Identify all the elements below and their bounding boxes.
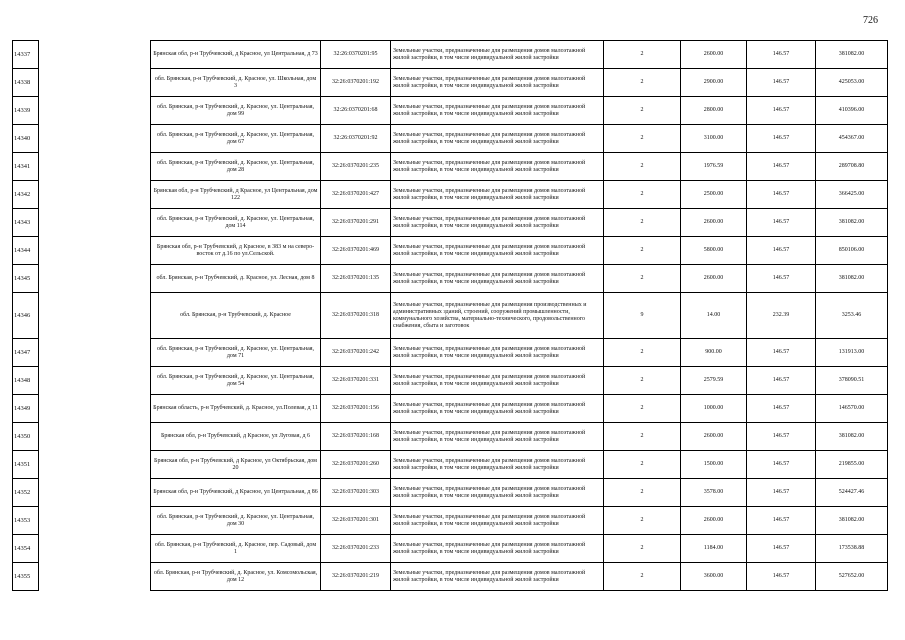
address-cell: обл. Брянская, р-н Трубчевский, д. Красное, ул. Школьная, дом 3 — [151, 69, 321, 97]
group-cell: 2 — [604, 153, 681, 181]
cadastral-value-cell: 850106.00 — [816, 237, 888, 265]
table-row — [151, 451, 888, 479]
cadastral-number-cell: 32:26:0370201:331 — [321, 367, 391, 395]
address-cell: обл. Брянская, р-н Трубчевский, д. Красное, ул. Центральная, дом 99 — [151, 97, 321, 125]
area-cell: 1000.00 — [681, 395, 747, 423]
row-number-row — [13, 293, 39, 339]
address-cell: Брянская область, р-н Трубчевский, д. Красное, ул.Полевая, д 11 — [151, 395, 321, 423]
group-cell: 2 — [604, 367, 681, 395]
address-cell: обл. Брянская, р-н Трубчевский, д. Красное, ул. Центральная, дом 114 — [151, 209, 321, 237]
cadastral-value-cell: 219855.00 — [816, 451, 888, 479]
cadastral-number-cell: 32:26:0370201:68 — [321, 97, 391, 125]
rate-cell: 146.57 — [747, 153, 816, 181]
area-cell: 1500.00 — [681, 451, 747, 479]
address-cell: Брянская обл, р-н Трубчевский, д Красное, ул Центральная, д 73 — [151, 41, 321, 69]
row-number: 14355 — [13, 563, 39, 591]
land-purpose-cell: Земельные участки, предназначенные для размещения домов малоэтажной жилой застройки, в том числе индивидуальной жилой застройки — [391, 535, 604, 563]
cadastral-number-cell: 32:26:0370201:233 — [321, 535, 391, 563]
cadastral-value-cell: 378090.51 — [816, 367, 888, 395]
land-purpose-cell: Земельные участки, предназначенные для размещения домов малоэтажной жилой застройки, в том числе индивидуальной жилой застройки — [391, 41, 604, 69]
row-number-row — [13, 125, 39, 153]
cadastral-value-cell: 381082.00 — [816, 209, 888, 237]
cadastral-number-cell: 32:26:0370201:135 — [321, 265, 391, 293]
cadastral-value-cell: 131913.00 — [816, 339, 888, 367]
cadastral-value-cell: 527652.00 — [816, 563, 888, 591]
group-cell: 2 — [604, 479, 681, 507]
cadastral-value-cell: 454367.00 — [816, 125, 888, 153]
table-row — [151, 507, 888, 535]
row-number: 14337 — [13, 41, 39, 69]
table-row — [151, 339, 888, 367]
area-cell: 3100.00 — [681, 125, 747, 153]
address-cell: обл. Брянская, р-н Трубчевский, д. Красное — [151, 293, 321, 339]
cadastral-number-cell: 32:26:0370201:192 — [321, 69, 391, 97]
row-number: 14345 — [13, 265, 39, 293]
area-cell: 1184.00 — [681, 535, 747, 563]
rate-cell: 146.57 — [747, 265, 816, 293]
table-row — [151, 293, 888, 339]
address-cell: Брянская обл, р-н Трубчевский, д Красное, ул Центральная, д 86 — [151, 479, 321, 507]
area-cell: 2600.00 — [681, 507, 747, 535]
row-number-row — [13, 181, 39, 209]
address-cell: обл. Брянская, р-н Трубчевский, д. Красное, пер. Садовый, дом 1 — [151, 535, 321, 563]
group-cell: 2 — [604, 563, 681, 591]
cadastral-number-cell: 32:26:0370201:92 — [321, 125, 391, 153]
row-number: 14350 — [13, 423, 39, 451]
cadastral-value-cell: 381082.00 — [816, 423, 888, 451]
area-cell: 2600.00 — [681, 209, 747, 237]
row-number-row — [13, 41, 39, 69]
table-row — [151, 395, 888, 423]
group-cell: 2 — [604, 395, 681, 423]
row-number: 14340 — [13, 125, 39, 153]
group-cell: 2 — [604, 237, 681, 265]
address-cell: обл. Брянская, р-н Трубчевский, д. Красное, ул. Центральная, дом 67 — [151, 125, 321, 153]
land-purpose-cell: Земельные участки, предназначенные для размещения домов малоэтажной жилой застройки, в том числе индивидуальной жилой застройки — [391, 69, 604, 97]
address-cell: обл. Брянская, р-н Трубчевский, д. Красное, ул. Лесная, дом 8 — [151, 265, 321, 293]
rate-cell: 146.57 — [747, 479, 816, 507]
row-number-row — [13, 535, 39, 563]
area-cell: 900.00 — [681, 339, 747, 367]
land-purpose-cell: Земельные участки, предназначенные для размещения домов малоэтажной жилой застройки, в том числе индивидуальной жилой застройки — [391, 507, 604, 535]
row-number: 14353 — [13, 507, 39, 535]
page-number: 726 — [863, 15, 878, 26]
address-cell: Брянская обл, р-н Трубчевский, д Красное, в 383 м на северо-восток от д.16 по ул.Сельской. — [151, 237, 321, 265]
cadastral-number-cell: 32:26:0370201:235 — [321, 153, 391, 181]
rate-cell: 146.57 — [747, 97, 816, 125]
area-cell: 3600.00 — [681, 563, 747, 591]
row-number-row — [13, 563, 39, 591]
area-cell: 2579.59 — [681, 367, 747, 395]
cadastral-number-cell: 32:26:0370201:95 — [321, 41, 391, 69]
address-cell: обл. Брянская, р-н Трубчевский, д. Красное, ул. Центральная, дом 30 — [151, 507, 321, 535]
row-number: 14354 — [13, 535, 39, 563]
cadastral-number-cell: 32:26:0370201:260 — [321, 451, 391, 479]
land-purpose-cell: Земельные участки, предназначенные для размещения домов малоэтажной жилой застройки, в том числе индивидуальной жилой застройки — [391, 265, 604, 293]
land-plots-table — [150, 40, 888, 591]
address-cell: Брянская обл, р-н Трубчевский, д Красное, ул Центральная, дом 122 — [151, 181, 321, 209]
rate-cell: 146.57 — [747, 69, 816, 97]
row-number: 14339 — [13, 97, 39, 125]
group-cell: 9 — [604, 293, 681, 339]
cadastral-value-cell: 289708.80 — [816, 153, 888, 181]
area-cell: 2900.00 — [681, 69, 747, 97]
rate-cell: 146.57 — [747, 367, 816, 395]
cadastral-number-cell: 32:26:0370201:427 — [321, 181, 391, 209]
cadastral-number-cell: 32:26:0370201:291 — [321, 209, 391, 237]
row-number: 14351 — [13, 451, 39, 479]
group-cell: 2 — [604, 339, 681, 367]
group-cell: 2 — [604, 69, 681, 97]
group-cell: 2 — [604, 265, 681, 293]
rate-cell: 146.57 — [747, 339, 816, 367]
area-cell: 5800.00 — [681, 237, 747, 265]
cadastral-number-cell: 32:26:0370201:219 — [321, 563, 391, 591]
cadastral-number-cell: 32:26:0370201:469 — [321, 237, 391, 265]
land-purpose-cell: Земельные участки, предназначенные для размещения домов малоэтажной жилой застройки, в том числе индивидуальной жилой застройки — [391, 153, 604, 181]
row-number: 14348 — [13, 367, 39, 395]
land-purpose-cell: Земельные участки, предназначенные для размещения домов малоэтажной жилой застройки, в том числе индивидуальной жилой застройки — [391, 479, 604, 507]
rate-cell: 146.57 — [747, 395, 816, 423]
row-number-row — [13, 237, 39, 265]
cadastral-value-cell: 381082.00 — [816, 507, 888, 535]
land-purpose-cell: Земельные участки, предназначенные для размещения домов малоэтажной жилой застройки, в том числе индивидуальной жилой застройки — [391, 181, 604, 209]
cadastral-number-cell: 32:26:0370201:303 — [321, 479, 391, 507]
cadastral-number-cell: 32:26:0370201:242 — [321, 339, 391, 367]
row-number: 14349 — [13, 395, 39, 423]
table-row — [151, 69, 888, 97]
table-row — [151, 563, 888, 591]
row-number-row — [13, 97, 39, 125]
land-purpose-cell: Земельные участки, предназначенные для размещения домов малоэтажной жилой застройки, в том числе индивидуальной жилой застройки — [391, 125, 604, 153]
rate-cell: 146.57 — [747, 423, 816, 451]
group-cell: 2 — [604, 41, 681, 69]
group-cell: 2 — [604, 535, 681, 563]
rate-cell: 146.57 — [747, 563, 816, 591]
address-cell: обл. Брянская, р-н Трубчевский, д. Красное, ул. Центральная, дом 28 — [151, 153, 321, 181]
table-row — [151, 265, 888, 293]
land-purpose-cell: Земельные участки, предназначенные для размещения домов малоэтажной жилой застройки, в том числе индивидуальной жилой застройки — [391, 209, 604, 237]
cadastral-number-cell: 32:26:0370201:168 — [321, 423, 391, 451]
row-number: 14342 — [13, 181, 39, 209]
cadastral-value-cell: 146570.00 — [816, 395, 888, 423]
rate-cell: 146.57 — [747, 209, 816, 237]
row-number-row — [13, 395, 39, 423]
cadastral-value-cell: 173538.88 — [816, 535, 888, 563]
area-cell: 2600.00 — [681, 265, 747, 293]
rate-cell: 146.57 — [747, 237, 816, 265]
table-row — [151, 479, 888, 507]
land-purpose-cell: Земельные участки, предназначенные для размещения домов малоэтажной жилой застройки, в том числе индивидуальной жилой застройки — [391, 367, 604, 395]
cadastral-value-cell: 381082.00 — [816, 265, 888, 293]
row-number-row — [13, 367, 39, 395]
rate-cell: 146.57 — [747, 41, 816, 69]
group-cell: 2 — [604, 507, 681, 535]
table-row — [151, 97, 888, 125]
rate-cell: 146.57 — [747, 181, 816, 209]
address-cell: Брянская обл, р-н Трубчевский, д Красное, ул Октябрьская, дом 20 — [151, 451, 321, 479]
table-row — [151, 367, 888, 395]
row-number: 14346 — [13, 293, 39, 339]
area-cell: 14.00 — [681, 293, 747, 339]
cadastral-value-cell: 366425.00 — [816, 181, 888, 209]
row-number-row — [13, 423, 39, 451]
land-purpose-cell: Земельные участки, предназначенные для размещения производственных и административных зданий, строений, сооружений промышленности, коммунального хозяйства, материально-технического, продовольственного снабжения, сбыта и заготовок — [391, 293, 604, 339]
row-number-table — [12, 40, 39, 591]
table-row — [151, 41, 888, 69]
row-number-row — [13, 339, 39, 367]
table-row — [151, 237, 888, 265]
row-number-row — [13, 209, 39, 237]
address-cell: Брянская обл, р-н Трубчевский, д Красное, ул Луговая, д 6 — [151, 423, 321, 451]
cadastral-value-cell: 381082.00 — [816, 41, 888, 69]
address-cell: обл. Брянская, р-н Трубчевский, д. Красное, ул. Комсомольская, дом 12 — [151, 563, 321, 591]
row-number: 14344 — [13, 237, 39, 265]
row-number: 14338 — [13, 69, 39, 97]
table-row — [151, 535, 888, 563]
table-row — [151, 125, 888, 153]
table-row — [151, 209, 888, 237]
land-purpose-cell: Земельные участки, предназначенные для размещения домов малоэтажной жилой застройки, в том числе индивидуальной жилой застройки — [391, 97, 604, 125]
table-row — [151, 423, 888, 451]
rate-cell: 146.57 — [747, 507, 816, 535]
cadastral-value-cell: 425053.00 — [816, 69, 888, 97]
row-number-row — [13, 69, 39, 97]
cadastral-number-cell: 32:26:0370201:318 — [321, 293, 391, 339]
area-cell: 3578.00 — [681, 479, 747, 507]
row-number: 14352 — [13, 479, 39, 507]
rate-cell: 146.57 — [747, 451, 816, 479]
row-number-row — [13, 451, 39, 479]
row-number: 14347 — [13, 339, 39, 367]
rate-cell: 232.39 — [747, 293, 816, 339]
cadastral-value-cell: 410396.00 — [816, 97, 888, 125]
row-number-row — [13, 153, 39, 181]
land-purpose-cell: Земельные участки, предназначенные для размещения домов малоэтажной жилой застройки, в том числе индивидуальной жилой застройки — [391, 237, 604, 265]
row-number: 14341 — [13, 153, 39, 181]
area-cell: 2600.00 — [681, 41, 747, 69]
rate-cell: 146.57 — [747, 535, 816, 563]
group-cell: 2 — [604, 97, 681, 125]
land-purpose-cell: Земельные участки, предназначенные для размещения домов малоэтажной жилой застройки, в том числе индивидуальной жилой застройки — [391, 339, 604, 367]
row-number-row — [13, 265, 39, 293]
row-number-row — [13, 507, 39, 535]
land-purpose-cell: Земельные участки, предназначенные для размещения домов малоэтажной жилой застройки, в том числе индивидуальной жилой застройки — [391, 395, 604, 423]
cadastral-value-cell: 3253.46 — [816, 293, 888, 339]
group-cell: 2 — [604, 209, 681, 237]
land-purpose-cell: Земельные участки, предназначенные для размещения домов малоэтажной жилой застройки, в том числе индивидуальной жилой застройки — [391, 451, 604, 479]
area-cell: 1976.59 — [681, 153, 747, 181]
cadastral-number-cell: 32:26:0370201:301 — [321, 507, 391, 535]
group-cell: 2 — [604, 423, 681, 451]
table-row — [151, 181, 888, 209]
row-number: 14343 — [13, 209, 39, 237]
group-cell: 2 — [604, 451, 681, 479]
cadastral-value-cell: 524427.46 — [816, 479, 888, 507]
area-cell: 2500.00 — [681, 181, 747, 209]
table-row — [151, 153, 888, 181]
area-cell: 2600.00 — [681, 423, 747, 451]
rate-cell: 146.57 — [747, 125, 816, 153]
row-number-row — [13, 479, 39, 507]
land-purpose-cell: Земельные участки, предназначенные для размещения домов малоэтажной жилой застройки, в том числе индивидуальной жилой застройки — [391, 563, 604, 591]
address-cell: обл. Брянская, р-н Трубчевский, д. Красное, ул. Центральная, дом 54 — [151, 367, 321, 395]
land-purpose-cell: Земельные участки, предназначенные для размещения домов малоэтажной жилой застройки, в том числе индивидуальной жилой застройки — [391, 423, 604, 451]
address-cell: обл. Брянская, р-н Трубчевский, д. Красное, ул. Центральная, дом 71 — [151, 339, 321, 367]
cadastral-number-cell: 32:26:0370201:156 — [321, 395, 391, 423]
area-cell: 2800.00 — [681, 97, 747, 125]
group-cell: 2 — [604, 181, 681, 209]
group-cell: 2 — [604, 125, 681, 153]
